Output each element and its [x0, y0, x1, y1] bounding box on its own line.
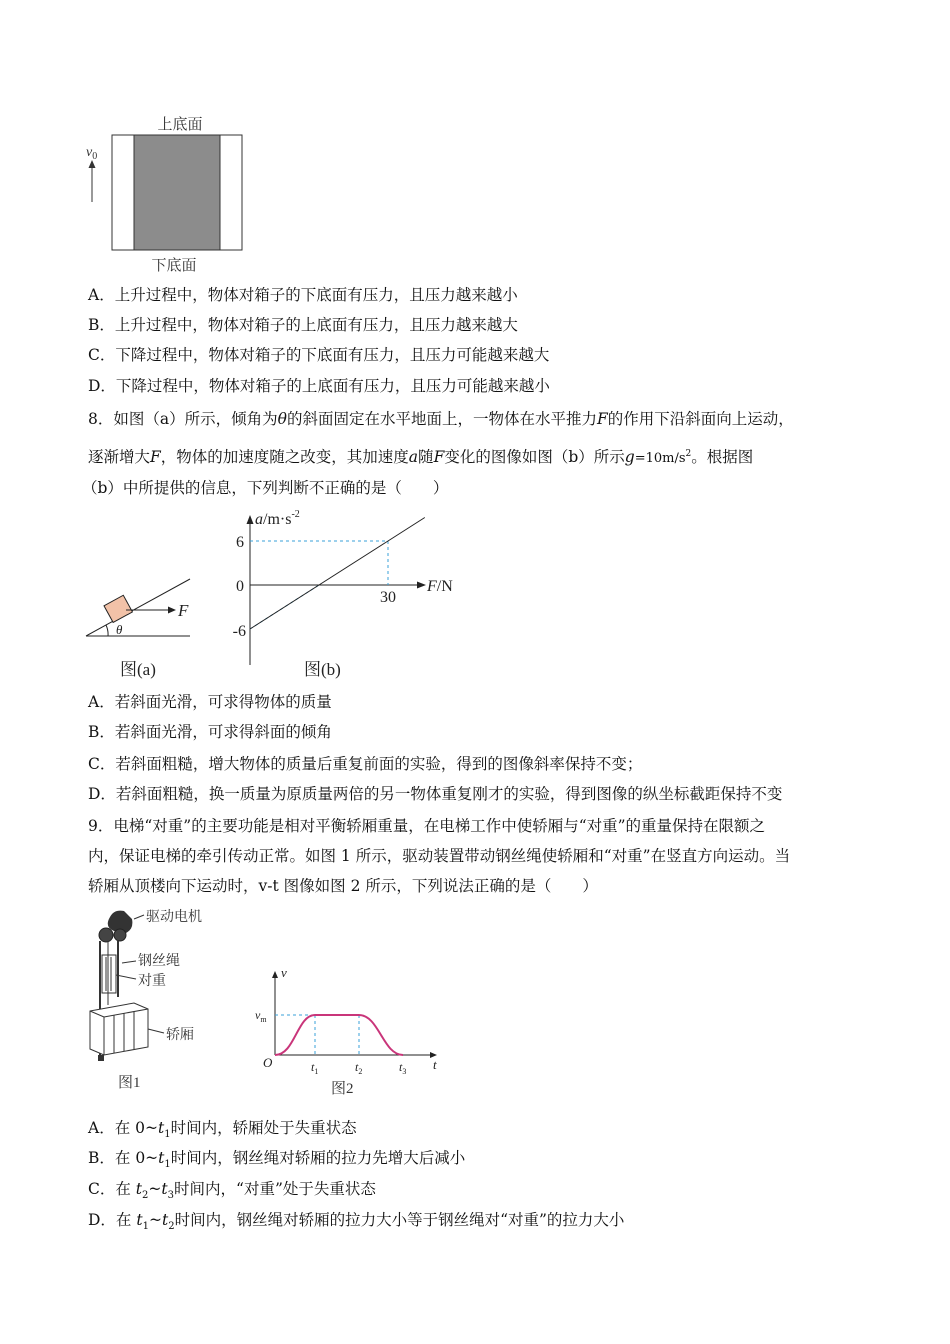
q7-option-a: A．上升过程中，物体对箱子的下底面有压力，且压力越来越小: [88, 286, 518, 304]
pulley: [99, 928, 113, 942]
t1-label: $t_1$: [311, 1060, 319, 1076]
elevator-figure: [82, 905, 232, 1095]
y-tick-6: 6: [236, 534, 244, 551]
car-label: 轿厢: [166, 1028, 194, 1043]
q8-option-b: B．若斜面光滑，可求得斜面的倾角: [88, 723, 332, 741]
box-figure: [80, 110, 260, 275]
q8-option-a: A．若斜面光滑，可求得物体的质量: [88, 693, 332, 711]
v0-label: $v_0$: [86, 145, 98, 162]
y-axis-label: $a/m\cdot s^{-2}$: [255, 509, 300, 528]
q7-option-c: C．下降过程中，物体对箱子的下底面有压力，且压力可能越来越大: [88, 346, 550, 364]
force-symbol: F: [596, 410, 608, 428]
fig2-caption: 图2: [331, 1081, 354, 1097]
vm-label: $v_m$: [255, 1008, 267, 1024]
rope-label: 钢丝绳: [138, 954, 180, 969]
fig-a-caption: 图(a): [120, 660, 156, 679]
x-axis-arrow-icon: [417, 582, 426, 589]
arrow-head-icon: [168, 607, 176, 614]
counterweight-label: 对重: [138, 974, 166, 989]
q9-option-b: B．在 $0\sim t_1$时间内，钢丝绳对轿厢的拉力先增大后减小: [88, 1149, 466, 1171]
q8-stem-line1: 8．如图（a）所示，倾角为θ的斜面固定在水平地面上，一物体在水平推力F的作用下沿斜面向上运动，: [88, 410, 794, 428]
counterweight: [102, 955, 116, 993]
incline-diagram: [82, 575, 202, 685]
x-tick-30: 30: [380, 589, 396, 606]
q7-option-d: D．下降过程中，物体对箱子的上底面有压力，且压力可能越来越小: [88, 377, 550, 395]
t3-label: $t_3$: [399, 1060, 407, 1076]
elevator-diagram: [82, 905, 232, 1095]
q8-option-c: C．若斜面粗糙，增大物体的质量后重复前面的实验，得到的图像斜率保持不变；: [88, 755, 643, 773]
t2-label: $t_2$: [355, 1060, 363, 1076]
q9-stem-line3: 轿厢从顶楼向下运动时，v-t 图像如图 2 所示，下列说法正确的是（ ）: [88, 877, 598, 895]
y-tick-neg6: -6: [232, 623, 246, 640]
bottom-surface-label: 下底面: [151, 258, 197, 274]
q9-option-a: A．在 $0\sim t_1$时间内，轿厢处于失重状态: [88, 1119, 357, 1141]
q7-option-b: B．上升过程中，物体对箱子的上底面有压力，且压力越来越大: [88, 316, 518, 334]
origin-label: O: [263, 1055, 273, 1070]
theta-label: θ: [116, 622, 123, 637]
q8-stem-line3: （b）中所提供的信息，下列判断不正确的是（ ）: [82, 479, 449, 497]
top-surface-label: 上底面: [157, 117, 203, 133]
x-axis-label: F/N: [427, 578, 453, 595]
y-axis-arrow-icon: [247, 515, 254, 524]
v-axis-arrow-icon: [272, 971, 278, 978]
vt-graph-figure: [255, 965, 455, 1100]
force-label: F: [178, 601, 189, 620]
series-line: [250, 518, 425, 630]
v-label: v: [281, 965, 287, 980]
q9-stem-line1: 9．电梯“对重”的主要功能是相对平衡轿厢重量，在电梯工作中使轿厢与“对重”的重量保持在限额之: [88, 817, 766, 835]
q9-option-d: D．在 $t_1\sim t_2$时间内，钢丝绳对轿厢的拉力大小等于钢丝绳对“对重”的拉力大小: [88, 1211, 625, 1233]
y-tick-0: 0: [236, 578, 244, 595]
q9-stem-line2: 内，保证电梯的牵引传动正常。如图 1 所示，驱动装置带动钢丝绳使轿厢和“对重”在竖直方向运动。当: [88, 847, 791, 865]
pulley-2: [114, 929, 126, 941]
fig-b-caption: 图(b): [304, 660, 341, 679]
vt-curve: [275, 1015, 403, 1055]
angle-arc: [106, 625, 108, 636]
g-symbol: g: [624, 448, 635, 467]
af-graph-figure: [222, 505, 472, 685]
motor-label: 驱动电机: [146, 910, 202, 925]
incline-line: [86, 579, 190, 636]
theta-symbol: θ: [277, 410, 287, 428]
block: [104, 595, 132, 622]
q8-stem-line2: 逐渐增大F，物体的加速度随之改变，其加速度a随F变化的图像如图（b）所示$g=10m/s^2$。根据图: [88, 448, 754, 467]
q8-option-d: D．若斜面粗糙，换一质量为原质量两倍的另一物体重复刚才的实验，得到图像的纵坐标截距保持不变: [88, 785, 783, 803]
q9-option-c: C．在 $t_2\sim t_3$时间内，“对重”处于失重状态: [88, 1180, 376, 1202]
box-diagram: [80, 110, 260, 275]
fig1-caption: 图1: [118, 1075, 141, 1091]
t-label: t: [433, 1057, 437, 1072]
af-chart: [222, 505, 472, 685]
object-block: [134, 135, 220, 250]
incline-figure: [82, 575, 202, 685]
vt-chart: [255, 965, 455, 1100]
